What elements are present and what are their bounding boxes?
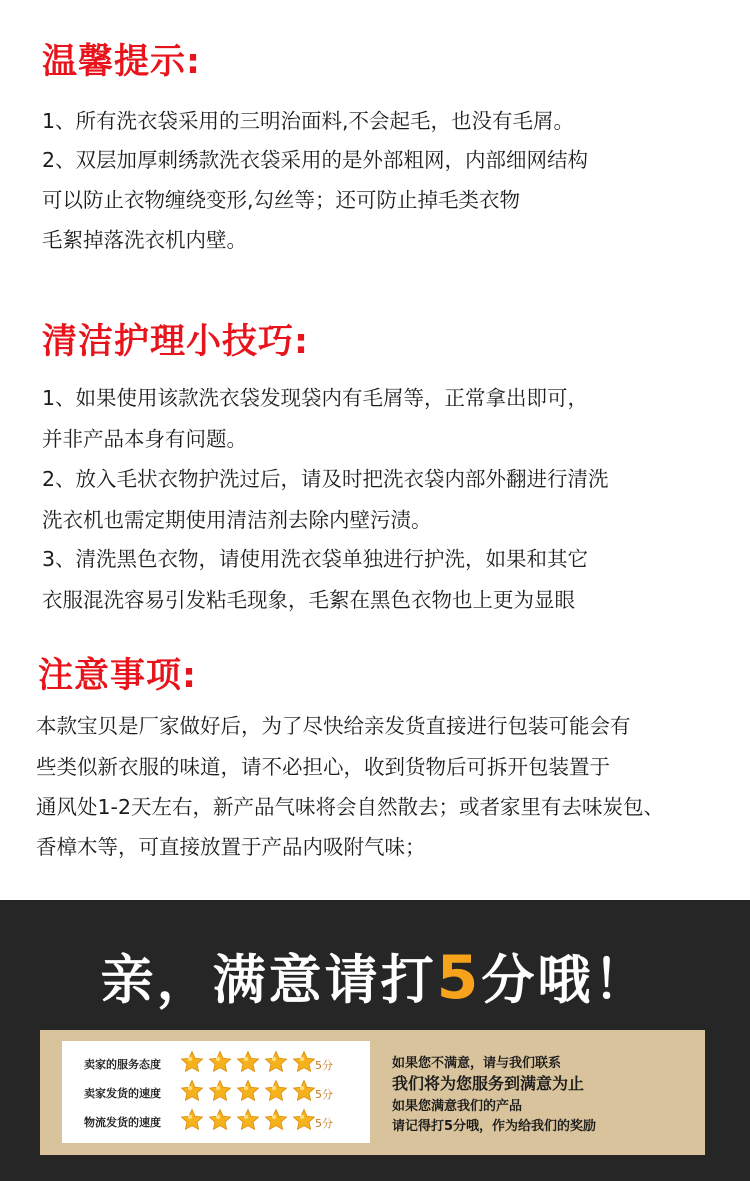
star-icon <box>208 1079 232 1103</box>
cleaning-tips-line-6: 衣服混洗容易引发粘毛现象，毛絮在黑色衣物也上更为显眼 <box>42 588 575 612</box>
message-line-4: 请记得打5分哦，作为给我们的奖励 <box>392 1119 597 1134</box>
warm-tips-line-1: 1、所有洗衣袋采用的三明治面料,不会起毛，也没有毛屑。 <box>42 109 575 133</box>
rating-row-service <box>62 1050 370 1076</box>
star-icon <box>264 1079 288 1103</box>
star-icon <box>180 1050 204 1074</box>
notes-line-2: 些类似新衣服的味道，请不必担心，收到货物后可拆开包装置于 <box>36 755 610 779</box>
rating-panel <box>62 1041 370 1143</box>
rating-score: 5分 <box>315 1059 333 1072</box>
star-icon <box>208 1050 232 1074</box>
star-rating <box>180 1050 316 1076</box>
message-line-2: 我们将为您服务到满意为止 <box>392 1074 585 1093</box>
warm-tips-line-4: 毛絮掉落洗衣机内壁。 <box>42 228 247 252</box>
cleaning-tips-title: 清洁护理小技巧: <box>42 322 309 362</box>
star-icon <box>236 1050 260 1074</box>
rating-row-shipping <box>62 1079 370 1105</box>
slogan-text-before: 亲，满意请打 <box>100 950 437 1011</box>
star-icon <box>236 1079 260 1103</box>
star-icon <box>264 1050 288 1074</box>
star-icon <box>208 1108 232 1132</box>
cleaning-tips-line-5: 3、清洗黑色衣物，请使用洗衣袋单独进行护洗，如果和其它 <box>42 547 589 571</box>
rating-label: 卖家发货的速度 <box>84 1087 161 1100</box>
notes-line-4: 香樟木等，可直接放置于产品内吸附气味； <box>36 835 426 859</box>
notes-title: 注意事项: <box>38 656 197 696</box>
star-icon <box>292 1050 316 1074</box>
star-icon <box>180 1108 204 1132</box>
star-icon <box>292 1108 316 1132</box>
message-line-1: 如果您不满意，请与我们联系 <box>392 1056 562 1071</box>
rating-label: 物流发货的速度 <box>84 1116 161 1129</box>
warm-tips-line-2: 2、双层加厚刺绣款洗衣袋采用的是外部粗网，内部细网结构 <box>42 148 589 172</box>
cleaning-tips-line-4: 洗衣机也需定期使用清洁剂去除内壁污渍。 <box>42 508 432 532</box>
star-icon <box>236 1108 260 1132</box>
star-icon <box>292 1079 316 1103</box>
star-icon <box>264 1108 288 1132</box>
star-rating <box>180 1108 316 1134</box>
rating-slogan <box>0 945 750 1014</box>
rating-row-logistics <box>62 1108 370 1134</box>
rating-label: 卖家的服务态度 <box>84 1058 161 1071</box>
notes-line-3: 通风处1-2天左右，新产品气味将会自然散去；或者家里有去味炭包、 <box>36 795 664 819</box>
notes-line-1: 本款宝贝是厂家做好后，为了尽快给亲发货直接进行包装可能会有 <box>36 714 631 738</box>
rating-score: 5分 <box>315 1088 333 1101</box>
star-rating <box>180 1079 316 1105</box>
message-line-3: 如果您满意我们的产品 <box>392 1099 523 1114</box>
cleaning-tips-line-3: 2、放入毛状衣物护洗过后，请及时把洗衣袋内部外翻进行清洗 <box>42 467 609 491</box>
warm-tips-title: 温馨提示: <box>42 42 201 82</box>
cleaning-tips-line-1: 1、如果使用该款洗衣袋发现袋内有毛屑等，正常拿出即可， <box>42 386 589 410</box>
slogan-number: 5 <box>436 943 482 1013</box>
star-icon <box>180 1079 204 1103</box>
cleaning-tips-line-2: 并非产品本身有问题。 <box>42 427 247 451</box>
slogan-text-after: 分哦！ <box>481 950 650 1011</box>
warm-tips-line-3: 可以防止衣物缠绕变形,勾丝等；还可防止掉毛类衣物 <box>42 188 521 212</box>
rating-score: 5分 <box>315 1117 333 1130</box>
